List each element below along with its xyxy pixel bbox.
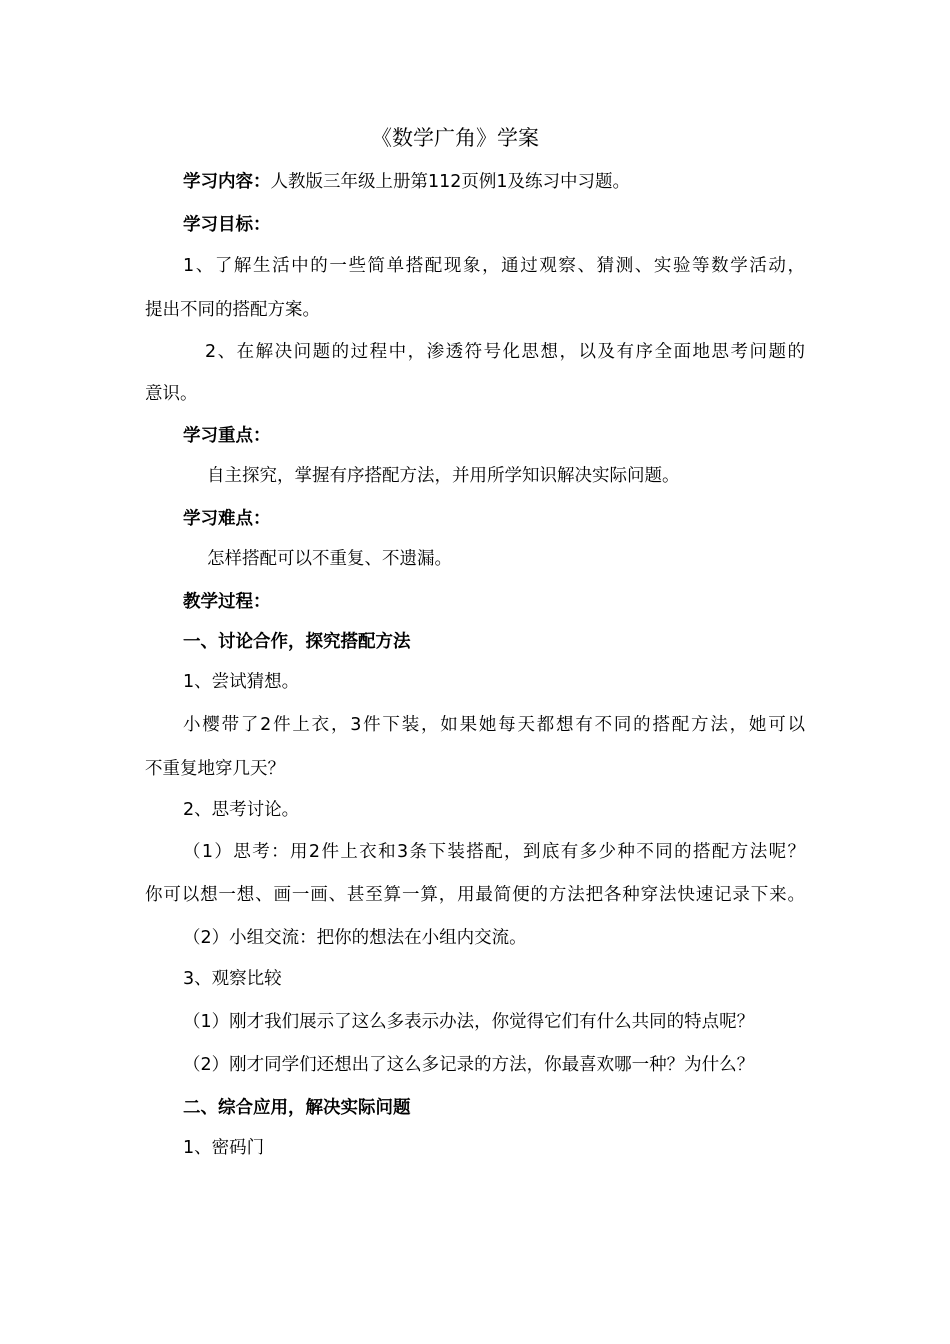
s1-item2-sub1-line1: （1）思考：用2件上衣和3条下装搭配，到底有多少种不同的搭配方法呢？ (183, 842, 805, 862)
content-text: 人教版三年级上册第112页例1及练习中习题。 (270, 172, 631, 192)
s1-item3-sub2: （2）刚才同学们还想出了这么多记录的方法，你最喜欢哪一种？为什么？ (183, 1055, 755, 1075)
s1-item3-sub1: （1）刚才我们展示了这么多表示办法，你觉得它们有什么共同的特点呢？ (183, 1012, 755, 1032)
key-text: 自主探究，掌握有序搭配方法，并用所学知识解决实际问题。 (207, 466, 680, 486)
s1-item1: 1、尝试猜想。 (183, 672, 300, 692)
document-title: 《数学广角》学案 (371, 126, 539, 150)
content-label: 学习内容： (183, 172, 271, 192)
goal2-line2: 意识。 (145, 384, 198, 404)
content-line (183, 170, 630, 194)
difficulty-text: 怎样搭配可以不重复、不遗漏。 (207, 549, 452, 569)
goal1-line2: 提出不同的搭配方案。 (145, 300, 320, 320)
key-label: 学习重点： (183, 426, 271, 446)
section1-heading: 一、讨论合作，探究搭配方法 (183, 632, 411, 652)
s1-item1-text-line1: 小樱带了2件上衣，3件下装，如果她每天都想有不同的搭配方法，她可以 (183, 715, 805, 735)
process-label: 教学过程： (183, 592, 271, 612)
section2-heading: 二、综合应用，解决实际问题 (183, 1098, 411, 1118)
s1-item2-sub1-line2: 你可以想一想、画一画、甚至算一算，用最简便的方法把各种穿法快速记录下来。 (145, 885, 805, 905)
s1-item2: 2、思考讨论。 (183, 800, 300, 820)
s1-item3: 3、观察比较 (183, 969, 282, 989)
s1-item1-text-line2: 不重复地穿几天？ (145, 759, 285, 779)
s1-item2-sub2: （2）小组交流：把你的想法在小组内交流。 (183, 928, 527, 948)
goal2-line1: 2、在解决问题的过程中，渗透符号化思想，以及有序全面地思考问题的 (205, 342, 805, 362)
goals-label: 学习目标： (183, 215, 271, 235)
difficulty-label: 学习难点： (183, 509, 271, 529)
goal1-line1: 1、了解生活中的一些简单搭配现象，通过观察、猜测、实验等数学活动， (183, 256, 805, 276)
s2-item1: 1、密码门 (183, 1138, 265, 1158)
